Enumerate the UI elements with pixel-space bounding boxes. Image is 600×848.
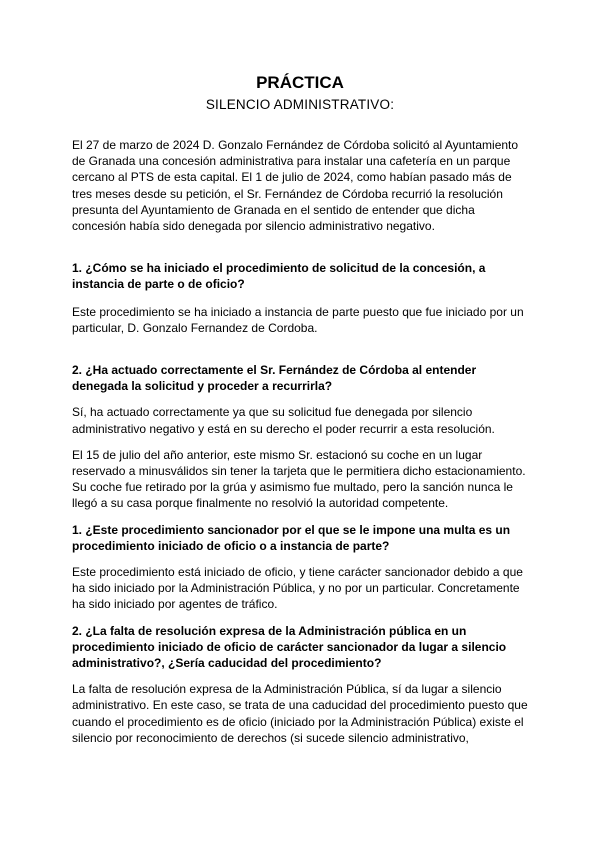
page-title: PRÁCTICA — [256, 73, 344, 92]
answer-3: Este procedimiento está iniciado de oficio, y tiene carácter sancionador debido a que ha sido iniciado por la Administración Pública, y no por un particular. Concretamente ha sido iniciado por agentes de tráfico. — [72, 565, 523, 612]
answer-4: La falta de resolución expresa de la Administración Pública, sí da lugar a silencio administrativo. En este caso, se trata de una caducidad del procedimiento puesto que cuando el procedimiento es de oficio (iniciado por la Administración Pública) existe el silencio por reconocimiento de derechos (si sucede silencio administrativo, — [72, 682, 528, 745]
intro-paragraph: El 27 de marzo de 2024 D. Gonzalo Fernández de Córdoba solicitó al Ayuntamiento de Granada una concesión administrativa para instalar una cafetería en un parque cercano al PTS de esta capital. El 1 de julio de 2024, como habían pasado más de tres meses desde su petición, el Sr. Fernández de Córdoba recurrió la resolución presunta del Ayuntamiento de Granada en el sentido de entender que dicha concesión había sido denegada por silencio administrativo negativo. — [72, 138, 519, 234]
answer-2: Sí, ha actuado correctamente ya que su solicitud fue denegada por silencio administrativo negativo y está en su derecho el poder recurrir a esta resolución. — [72, 405, 495, 436]
question-3: 1. ¿Este procedimiento sancionador por el que se le impone una multa es un procedimiento iniciado de oficio o a instancia de parte? — [72, 522, 511, 553]
page-subtitle: SILENCIO ADMINISTRATIVO: — [205, 97, 395, 112]
scenario-paragraph: El 15 de julio del año anterior, este mismo Sr. estacionó su coche en un lugar reservado a minusválidos sin tener la tarjeta que le permitiera dicho estacionamiento. Su coche fue retirado por la grúa y asimismo fue multado, pero la sanción nunca le llegó a su casa porque finalmente no resolvió la autoridad competente. — [72, 447, 526, 511]
answer-1: Este procedimiento se ha iniciado a instancia de parte puesto que fue iniciado por un particular, D. Gonzalo Fernandez de Cordoba. — [72, 304, 524, 335]
question-4: 2. ¿La falta de resolución expresa de la Administración pública en un procedimiento iniciado de oficio de carácter sancionador da lugar a silencio administrativo?, ¿Sería caducidad del procedimiento? — [72, 623, 507, 671]
question-1: 1. ¿Cómo se ha iniciado el procedimiento de solicitud de la concesión, a instancia de parte o de oficio? — [72, 261, 486, 292]
question-2: 2. ¿Ha actuado correctamente el Sr. Fernández de Córdoba al entender denegada la solicitud y proceder a recurrirla? — [72, 363, 477, 394]
